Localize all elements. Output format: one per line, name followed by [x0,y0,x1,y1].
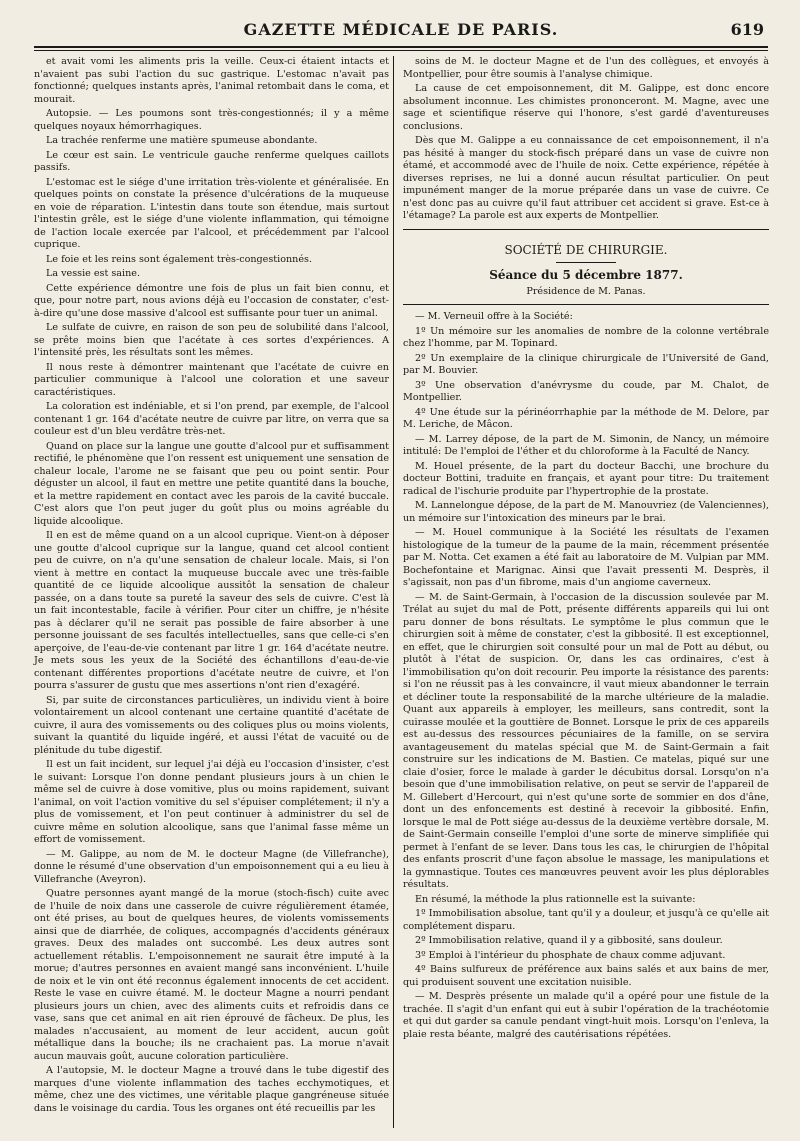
paragraph: M. Lannelongue dépose, de la part de M. Manouvriez (de Valenciennes), un mémoire sur l'intoxication des mineurs par le brai. [403,500,769,524]
paragraph: Il en est de même quand on a un alcool cuprique. Vient-on à déposer une goutte d'alcool cuprique sur la langue, quand cet alcool contient peu de cuivre, on n'a qu'une sensation de chaleur locale. Mais, si l'on vient à mettre en contact la muqueuse buccale avec une très-faible quantité de ce liquide alcoolique aussitôt la sensation de chaleur passée, on a dans toute sa pureté la saveur des sels de cuivre. C'est là un fait incontestable, facile à vérifier. Pour citer un chiffre, je n'hésite pas à déclarer qu'il ne serait pas possible de faire absorber à une personne jouissant de ses facultés intellectuelles, sans que celle-ci s'en aperçoive, de l'eau-de-vie contenant par litre 1 gr. 164 d'acétate neutre. Je mets sous les yeux de la Société des échantillons d'eau-de-vie contenant différentes proportions d'acétate neutre de cuivre, et l'on pourra s'assurer de gustu que mes assertions n'ont rien d'exagéré. [34,530,389,691]
paragraph: A l'autopsie, M. le docteur Magne a trouvé dans le tube digestif des marques d'une violente inflammation des taches ecchymotiques, et même, chez une des victimes, une véritable plaque gangréneuse située dans le voisinage du cardia. Tous les organes ont été recueillis par les [34,1065,389,1114]
paragraph: — M. Verneuil offre à la Société: [415,311,573,322]
section-title: SOCIÉTÉ DE CHIRURGIE. [504,242,668,257]
paragraph: 2º Immobilisation relative, quand il y a gibbosité, sans douleur. [415,935,723,946]
title-rule [556,262,616,263]
page-number: 619 [730,20,764,39]
right-column [403,56,769,1043]
paragraph: La vessie est saine. [46,268,141,279]
paragraph: La cause de cet empoisonnement, dit M. Galippe, est donc encore absolument inconnue. Les chimistes prononceront. M. Magne, avec une sage et scientifique réserve qui l'honore, s'est gardé d'aventureuses conclusions. [403,83,769,132]
paragraph: 1º Immobilisation absolue, tant qu'il y a douleur, et jusqu'à ce qu'elle ait complétement disparu. [403,908,769,932]
paragraph: 3º Une observation d'anévrysme du coude, par M. Chalot, de Montpellier. [403,379,769,403]
paragraph: Il nous reste à démontrer maintenant que l'acétate de cuivre en particulier communique à l'alcool une coloration et une saveur caractéristiques. [34,361,389,398]
paragraph: Autopsie. — Les poumons sont très-congestionnés; il y a même quelques noyaux hémorrhagiques. [34,108,389,132]
journal-title: GAZETTE MÉDICALE DE PARIS. [243,20,559,39]
left-column [34,56,389,1117]
paragraph: 3º Emploi à l'intérieur du phosphate de chaux comme adjuvant. [415,949,726,961]
paragraph: La coloration est indéniable, et si l'on prend, par exemple, de l'alcool contenant 1 gr. 164 d'acétate neutre de cuivre par litre, on verra que sa couleur est d'un bleu verdâtre très-net. [34,401,389,437]
paragraph: Si, par suite de circonstances particulières, un individu vient à boire volontairement un alcool contenant une certaine quantité d'acétate de cuivre, il aura des vomissements ou des coliques plus ou moins violents, suivant la quantité du liquide ingéré, et aussi l'état de vacuité ou de plénitude du tube digestif. [34,694,389,756]
page-header [34,18,768,44]
presidence-line: Présidence de M. Panas. [526,285,646,297]
paragraph: — M. de Saint-Germain, à l'occasion de la discussion soulevée par M. Trélat au sujet du mal de Pott, présente différents appareils qui lui ont paru donner de bons résultats. Le symptôme le plus commun que le chirurgien soit à même de constater, c'est la gibbosité. Il est exceptionnel, en effet, que le chirurgien soit consulté pour un mal de Pott au début, ou plutôt à l'état de suspicion. Or, dans les cas ordinaires, c'est à l'immobilisation qu'on doit recourir. Peu importe la résistance des parents: si l'on ne réussit pas à les convaincre, il vaut mieux abandonner le terrain et décliner toute la responsabilité de la marche ultérieure de la maladie. Quant aux appareils à employer, les meilleurs, sans contredit, sont la cuirasse moulée et la gouttière de Bonnet. Lorsque le prix de ces appareils est au-dessus des ressources pécuniaires de la famille, on se servira avantageusement du matelas spécial que M. de Saint-Germain a fait construire sur les indications de M. Bastien. Ce matelas, piqué sur une claie d'osier, force le malade à garder le décubitus dorsal. Lorsqu'on n'a besoin que d'une immobilisation relative, on peut se servir de l'appareil de M. Gillebert d'Hercourt, qui n'est qu'une sorte de sommier en dos d'âne, dont un des enfoncements est destiné à recevoir la gibbosité. Enfin, lorsque le mal de Pott siége au-dessus de la deuxième vertèbre dorsale, M. de Saint-Germain conseille l'emploi d'une sorte de minerve simplifiée qui permet à l'enfant de se lever. Dans tous les cas, le chirurgien de l'hôpital des enfants proscrit d'une façon absolue le massage, les manipulations et la gymnastique. Toutes ces manœuvres peuvent avoir les plus déplorables résultats. [403,591,769,890]
column-divider [393,56,394,1128]
section-rule [403,229,769,230]
paragraph: soins de M. le docteur Magne et de l'un des collègues, et envoyés à Montpellier, pour être soumis à l'analyse chimique. [403,56,769,80]
paragraph: Le foie et les reins sont également très-congestionnés. [46,253,312,265]
paragraph: 4º Une étude sur la périnéorrhaphie par la méthode de M. Delore, par M. Leriche, de Mâcon. [403,406,769,430]
paragraph: Dès que M. Galippe a eu connaissance de cet empoisonnement, il n'a pas hésité à manger du stock-fisch préparé dans un vase de cuivre non étamé, et accommodé avec de l'huile de noix. Cette expérience, répétée à diverses reprises, ne lui a donné aucun résultat particulier. On peut impunément manger de la morue préparée dans un vase de cuivre. Ce n'est donc pas au cuivre qu'il faut attribuer cet accident si grave. Est-ce à l'étamage? La parole est aux experts de Montpellier. [403,135,769,221]
paragraph: Le sulfate de cuivre, en raison de son peu de solubilité dans l'alcool, se prête moins bien que l'acétate à ces sortes d'expériences. A l'intensité près, les résultats sont les mêmes. [34,322,389,358]
paragraph: 2º Un exemplaire de la clinique chirurgicale de l'Université de Gand, par M. Bouvier. [403,352,769,376]
paragraph: En résumé, la méthode la plus rationnelle est la suivante: [415,893,696,905]
paragraph: L'estomac est le siége d'une irritation très-violente et généralisée. En quelques points on constate la présence d'ulcérations de la muqueuse en voie de réparation. L'intestin dans toute son étendue, mais surtout l'intestin grêle, est le siége d'une violente inflammation, qui témoigne de l'action locale exercée par l'alcool, et précédemment par l'alcool cuprique. [34,176,389,250]
paragraph: Il est un fait incident, sur lequel j'ai déjà eu l'occasion d'insister, c'est le suivant: Lorsque l'on donne pendant plusieurs jours à un chien le même sel de cuivre à dose vomitive, plus ou moins rapidement, suivant l'animal, on voit l'action vomitive du sel s'épuiser complétement; il n'y a plus de vomissement, et l'on peut continuer à administrer du sel de cuivre même en solution alcoolique, sans que l'animal fasse même un effort de vomissement. [34,759,389,845]
paragraph: — M. Galippe, au nom de M. le docteur Magne (de Villefranche), donne le résumé d'une observation d'un empoisonnement qui a eu lieu à Villefranche (Aveyron). [34,848,389,885]
paragraph: 4º Bains sulfureux de préférence aux bains salés et aux bains de mer, qui produisent souvent une excitation nuisible. [403,964,769,988]
paragraph: Cette expérience démontre une fois de plus un fait bien connu, et que, pour notre part, nous avions déjà eu l'occasion de constater, c'est-à-dire qu'une dose massive d'alcool est suffisante pour tuer un animal. [34,282,389,319]
section-rule [403,304,769,305]
paragraph: Quand on place sur la langue une goutte d'alcool pur et suffisamment rectifié, le phénomène que l'on ressent est uniquement une sensation de chaleur locale, l'arome ne se faisant que peu ou point sentir. Pour déguster un alcool, il faut en mettre une petite quantité dans la bouche, et la mettre rapidement en contact avec les parois de la cavité buccale. C'est alors que l'on peut juger du goût plus ou moins agréable du liquide alcoolique. [34,440,389,527]
header-rule-thin [34,50,768,51]
paragraph: — M. Larrey dépose, de la part de M. Simonin, de Nancy, un mémoire intitulé: De l'emploi de l'éther et du chloroforme à la Faculté de Nancy. [403,433,769,457]
paragraph: Quatre personnes ayant mangé de la morue (stoch-fisch) cuite avec de l'huile de noix dans une casserole de cuivre régulièrement étamée, ont été prises, au bout de quelques heures, de violents vomissements ainsi que de diarrhée, de coliques, accompagnés d'accidents généraux graves. Deux des malades ont succombé. Les deux autres sont actuellement rétablis. L'empoisonnement ne saurait être imputé à la morue; d'autres personnes en avaient mangé sans inconvénient. L'huile de noix et le vin ont été reconnus également innocents de cet accident. Reste le vase en cuivre étamé. M. le docteur Magne a nourri pendant plusieurs jours un chien, avec des aliments cuits et refroidis dans ce vase, sans que cet animal en ait rien éprouvé de fâcheux. De plus, les malades n'accusaient, au moment de leur accident, aucun goût métallique dans la bouche; ils ne crachaient pas. La morue n'avait aucun mauvais goût, aucune coloration particulière. [34,888,389,1062]
header-rule [34,46,768,48]
paragraph: M. Houel présente, de la part du docteur Bacchi, une brochure du docteur Bottini, traduite en français, et ayant pour titre: Du traitement radical de l'ischurie produite par l'hypertrophie de la prostate. [403,460,769,497]
paragraph: Le cœur est sain. Le ventricule gauche renferme quelques caillots passifs. [34,149,389,173]
session-heading: Séance du 5 décembre 1877. [489,268,683,282]
paragraph: et avait vomi les aliments pris la veille. Ceux-ci étaient intacts et n'avaient pas subi l'action du suc gastrique. L'estomac n'avait pas fonctionné; quelques instants après, l'animal retombait dans le coma, et mourait. [34,56,389,105]
paragraph: La trachée renferme une matière spumeuse abondante. [46,135,318,146]
paragraph: 1º Un mémoire sur les anomalies de nombre de la colonne vertébrale chez l'homme, par M. Topinard. [403,325,769,349]
paragraph: — M. Desprès présente un malade qu'il a opéré pour une fistule de la trachée. Il s'agit d'un enfant qui eut à subir l'opération de la trachéotomie et qui dut garder sa canule pendant vingt-huit mois. Lorsqu'on l'enleva, la plaie resta béante, malgré des cautérisations répétées. [403,991,769,1040]
paragraph: — M. Houel communique à la Société les résultats de l'examen histologique de la tumeur de la paume de la main, récemment présentée par M. Notta. Cet examen a été fait au laboratoire de M. Vulpian par MM. Bochefontaine et Marignac. Ainsi que l'avait pressenti M. Desprès, il s'agissait, non pas d'un fibrome, mais d'un angiome caverneux. [403,527,769,588]
